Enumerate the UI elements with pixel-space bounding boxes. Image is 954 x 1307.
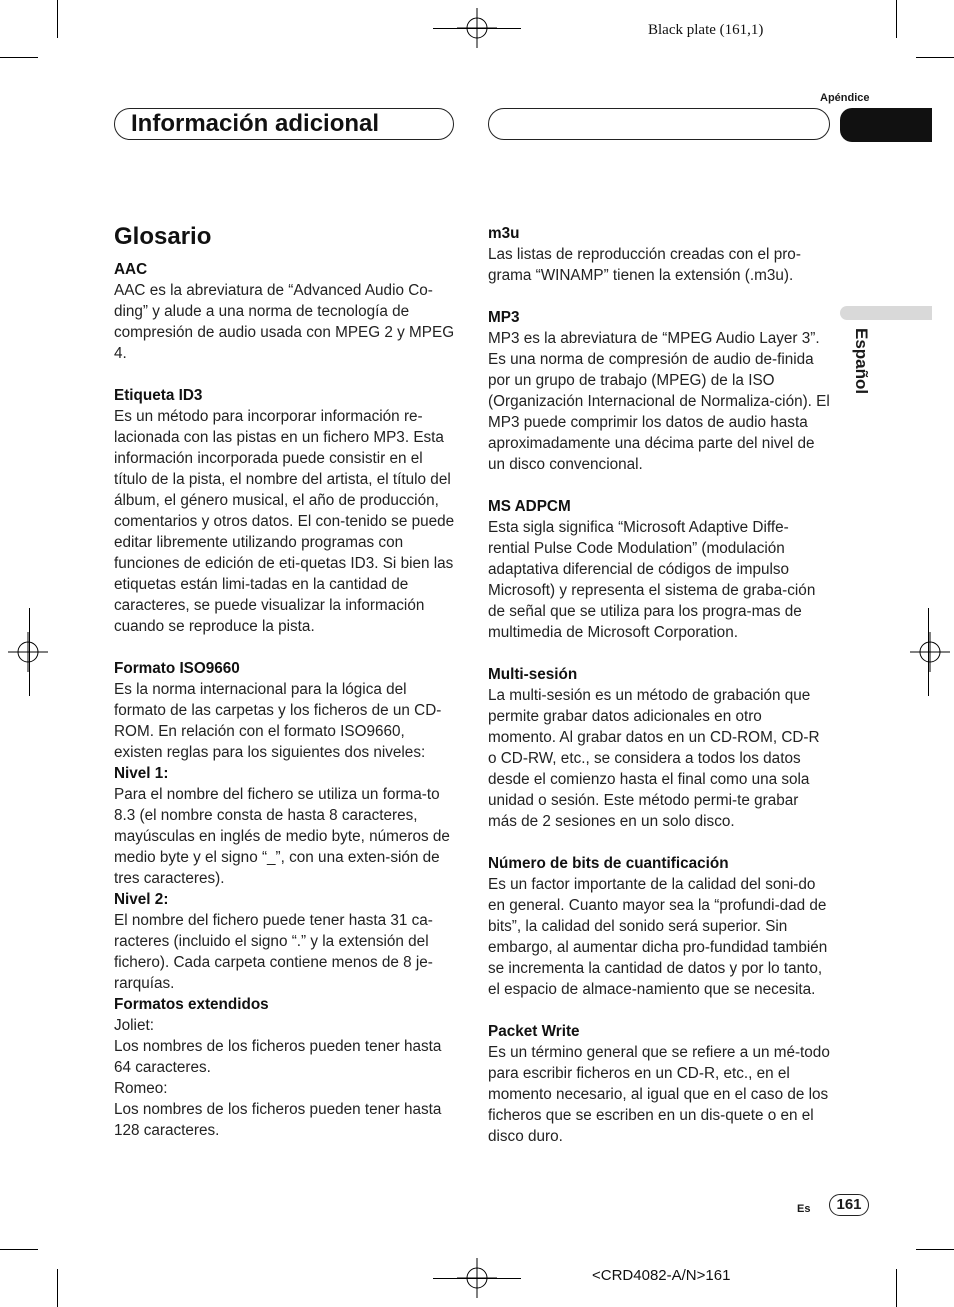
subheading-formatos-extendidos: Formatos extendidos	[114, 996, 269, 1013]
glossary-entry-bits	[488, 853, 830, 1000]
language-tab	[840, 306, 932, 320]
entry-text: El nombre del fichero puede tener hasta 31 ca-racteres (incluido el signo “.” y la extensión del fichero). Cada carpeta contiene menos de 8 je-rarquías.	[114, 912, 433, 992]
entry-term: MP3	[488, 309, 520, 326]
page-title: Glosario	[114, 223, 212, 250]
crop-mark	[0, 1249, 38, 1250]
registration-mark-icon	[910, 632, 950, 672]
glossary-entry-id3	[114, 385, 456, 637]
crop-mark	[928, 608, 929, 696]
glossary-entry-m3u	[488, 223, 830, 286]
entry-term: Formato ISO9660	[114, 660, 240, 677]
registration-mark-icon	[8, 632, 48, 672]
entry-term: MS ADPCM	[488, 498, 571, 515]
entry-text: La multi-sesión es un método de grabación que permite grabar datos adicionales en otro momento. Al grabar datos en un CD-ROM, CD-R o CD-RW, etc., se considera a todos los datos desde el comienzo hasta el final como una sola unidad o sesión. Este método permi-te grabar más de 2 sesiones en un solo disco.	[488, 687, 820, 830]
entry-text: Es la norma internacional para la lógica del formato de las carpetas y los ficheros de un CD-ROM. En relación con el formato ISO9660, existen reglas para los siguientes dos niveles:	[114, 681, 442, 761]
entry-text: Las listas de reproducción creadas con el pro-grama “WINAMP” tienen la extensión (.m3u).	[488, 246, 801, 284]
entry-text: AAC es la abreviatura de “Advanced Audio Co-ding” y alude a una norma de tecnología de compresión de audio usada con MPEG 2 y MPEG 4.	[114, 282, 455, 362]
subheading-nivel2: Nivel 2:	[114, 891, 169, 908]
entry-text: Es un factor importante de la calidad del soni-do en general. Cuanto mayor sea la “profundi-dad de bits”, la calidad del sonido será superior. Sin embargo, al aumentar dicha pro-fundidad también se incrementa la cantidad de datos y por lo tanto, el espacio de almace-namiento que se necesita.	[488, 876, 828, 998]
joliet-label: Joliet:	[114, 1017, 154, 1034]
glossary-entry-multi-sesion	[488, 664, 830, 832]
entry-text: Los nombres de los ficheros pueden tener hasta 64 caracteres.	[114, 1038, 442, 1076]
section-title: Información adicional	[131, 110, 380, 137]
crop-mark	[57, 0, 58, 38]
crop-mark	[896, 1269, 897, 1307]
black-chapter-tab	[840, 108, 932, 142]
entry-text: Es un método para incorporar información re-lacionada con las pistas en un fichero MP3. Esta información incorporada puede consistir en el título de la pista, el nombre del artista, el título del álbum, el género musical, el año de producción, comentarios y otros datos. El con-tenido se puede editar libremente utilizando programas con funciones de edición de eti-quetas ID3. Si bien las etiquetas están limi-tadas en la cantidad de caracteres, se puede visualizar la información cuando se reproduce la pista.	[114, 408, 455, 635]
entry-term: Packet Write	[488, 1023, 580, 1040]
crop-mark	[433, 1278, 521, 1279]
entry-term: AAC	[114, 261, 148, 278]
entry-text: Es un término general que se refiere a un mé-todo para escribir ficheros en un CD-R, etc., en el momento necesario, al igual que en el caso de los ficheros que se escriben en un dis-quete o en el disco duro.	[488, 1044, 830, 1145]
left-column	[114, 259, 456, 1162]
entry-term: Multi-sesión	[488, 666, 578, 683]
crop-mark	[916, 1249, 954, 1250]
crop-mark	[57, 1269, 58, 1307]
subheading-nivel1: Nivel 1:	[114, 765, 169, 782]
crop-mark	[916, 57, 954, 58]
page-number: 161	[829, 1194, 869, 1216]
glossary-entry-packet-write	[488, 1021, 830, 1147]
crop-mark	[896, 0, 897, 38]
plate-label: Black plate (161,1)	[648, 22, 764, 38]
entry-term: Número de bits de cuantificación	[488, 855, 729, 872]
glossary-entry-ms-adpcm	[488, 496, 830, 643]
entry-text: Los nombres de los ficheros pueden tener hasta 128 caracteres.	[114, 1101, 442, 1139]
crop-mark	[29, 608, 30, 696]
entry-term: m3u	[488, 225, 520, 242]
entry-text: Para el nombre del fichero se utiliza un forma-to 8.3 (el nombre consta de hasta 8 caracteres, mayúsculas en inglés de medio byte, números de medio byte y el signo “_”, con una exten-sión de tres caracteres).	[114, 786, 450, 887]
glossary-entry-mp3	[488, 307, 830, 475]
romeo-label: Romeo:	[114, 1080, 168, 1097]
entry-text: MP3 es la abreviatura de “MPEG Audio Layer 3”. Es una norma de compresión de audio de-finida por un grupo de trabajo (MPEG) de la ISO (Organización Internacional de Normaliza-ción). El MP3 puede comprimir los datos de audio hasta aproximadamente una décima parte del nivel de un disco convencional.	[488, 330, 830, 473]
document-code: <CRD4082-A/N>161	[592, 1267, 731, 1284]
header-empty-box	[488, 108, 830, 140]
section-label: Apéndice	[820, 92, 870, 104]
language-label: Español	[852, 328, 871, 395]
glossary-entry-iso9660	[114, 658, 456, 1141]
crop-mark	[433, 28, 521, 29]
entry-term: Etiqueta ID3	[114, 387, 203, 404]
glossary-entry-aac	[114, 259, 456, 364]
right-column	[488, 223, 830, 1168]
language-code: Es	[797, 1203, 811, 1215]
entry-text: Esta sigla significa “Microsoft Adaptive Diffe-rential Pulse Code Modulation” (modulación adaptativa diferencial de códigos de impulso Microsoft) y representa el sistema de graba-ción de señal que se utiliza para los progra-mas de multimedia de Microsoft Corporation.	[488, 519, 816, 641]
crop-mark	[0, 57, 38, 58]
